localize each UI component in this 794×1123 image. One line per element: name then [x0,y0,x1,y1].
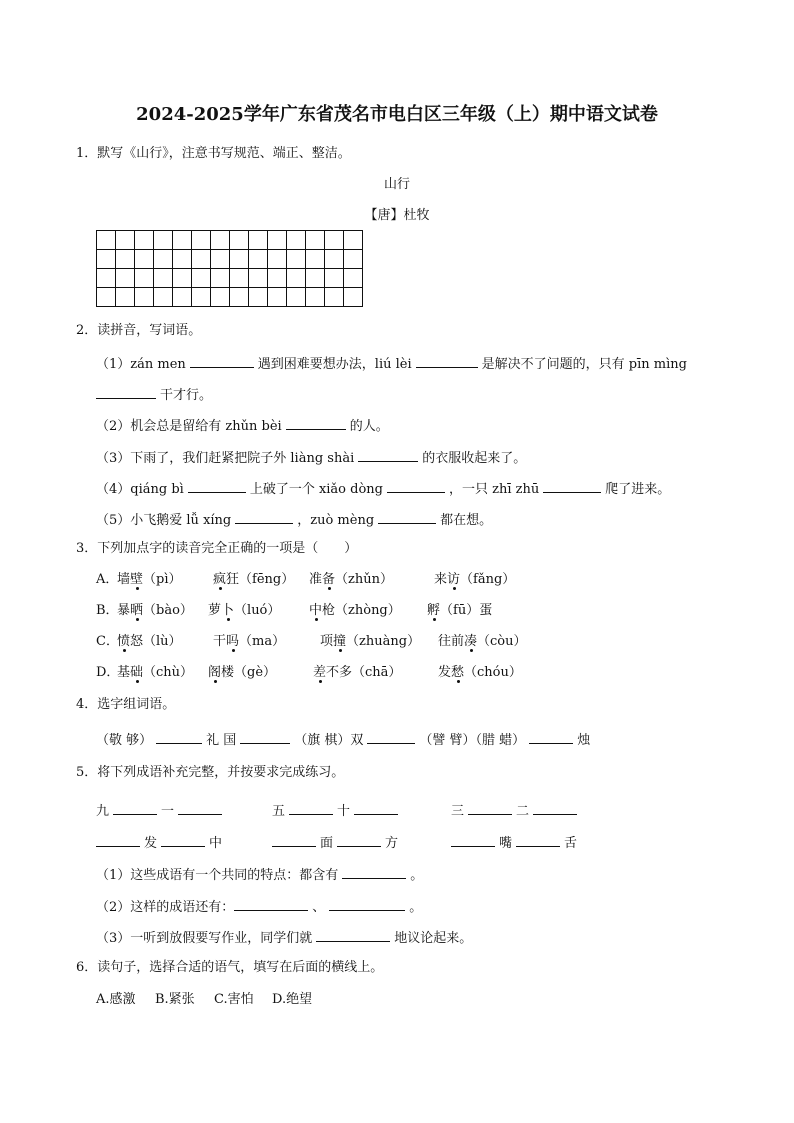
q4-p4: （譬 臂）（腊 蜡） [419,733,526,748]
q6-option[interactable]: C.害怕 [214,992,254,1007]
grid-cell[interactable] [306,250,325,269]
grid-cell[interactable] [249,288,268,307]
answer-blank[interactable] [178,802,222,815]
question-4: 4．选字组词语。 [76,697,176,712]
answer-blank[interactable] [240,731,290,744]
q2-l1d: 干才行。 [160,388,213,403]
idiom-character: 中 [209,836,223,851]
item-suffix: 狂（fēng） [226,572,295,587]
idiom-character: 面 [320,836,334,851]
q3-option-item [208,604,280,617]
answer-blank[interactable] [416,355,478,368]
item-prefix: 墙 [117,572,131,587]
answer-blank[interactable] [190,355,254,368]
idiom-character: 一 [161,804,175,819]
item-suffix: （luó） [234,603,281,618]
grid-cell[interactable] [325,269,344,288]
item-suffix: 不多（chā） [326,665,402,680]
question-3: 3．下列加点字的读音完全正确的一项是（ ） [76,541,358,556]
q2-l1a: （1）zán men [96,357,186,372]
dotted-character: 凑 [464,634,478,649]
item-suffix: （zhuàng） [346,634,421,649]
grid-cell[interactable] [97,269,116,288]
q3-option-item [313,666,401,679]
grid-cell[interactable] [268,288,287,307]
grid-row [97,250,363,269]
answer-blank[interactable] [354,802,398,815]
q3-option-item [208,666,276,679]
grid-cell[interactable] [97,250,116,269]
answer-blank[interactable] [516,834,560,847]
idiom-character: 二 [516,804,530,819]
idiom-group [96,802,226,818]
item-suffix: （chù） [143,665,194,680]
answer-blank[interactable] [96,834,140,847]
dotted-character: 壁 [130,572,144,587]
grid-cell[interactable] [325,231,344,250]
item-suffix: 怒（lù） [130,634,182,649]
grid-cell[interactable] [287,269,306,288]
q5-s3a: （3）一听到放假要写作业，同学们就 [96,931,313,946]
answer-blank[interactable] [156,731,202,744]
dotted-character: 晒 [130,603,144,618]
grid-cell[interactable] [344,269,363,288]
grid-cell[interactable] [211,250,230,269]
grid-cell[interactable] [192,250,211,269]
item-prefix: 暴 [117,603,131,618]
item-suffix: （còu） [477,634,527,649]
q3-option-label[interactable]: C． [96,634,119,649]
q5-sub-1 [96,866,423,882]
grid-cell[interactable] [344,231,363,250]
answer-blank[interactable] [316,929,390,942]
dotted-character: 愁 [451,665,465,680]
q3-option-item [438,635,527,648]
poem-title: 山行 [383,177,410,192]
item-suffix: （chóu） [464,665,522,680]
dotted-character: 愤 [117,634,131,649]
q2-l4a: （4）qiáng bì [96,482,184,497]
grid-cell[interactable] [154,250,173,269]
dotted-character: 差 [313,665,327,680]
q3-option-item [213,573,294,586]
answer-blank[interactable] [468,802,512,815]
grid-cell[interactable] [154,269,173,288]
q6-option[interactable]: A.感激 [96,992,136,1007]
grid-cell[interactable] [230,288,249,307]
grid-cell[interactable] [192,288,211,307]
question-2: 2．读拼音，写词语。 [76,323,202,338]
dotted-character: 卜 [221,603,235,618]
dotted-character: 撞 [333,634,347,649]
q4-p1: （敬 够） [96,733,153,748]
q2-l3b: 的衣服收起来了。 [422,451,527,466]
q5-sub-3 [96,929,472,945]
q5-s2c: 。 [409,900,423,915]
idiom-character: 方 [385,836,399,851]
grid-cell[interactable] [154,288,173,307]
q2-line-2 [96,417,389,433]
grid-row [97,231,363,250]
answer-blank[interactable] [387,480,445,493]
grid-cell[interactable] [135,250,154,269]
q3-option-label[interactable]: D． [96,665,120,680]
grid-cell[interactable] [116,269,135,288]
grid-cell[interactable] [135,269,154,288]
idiom-character: 舌 [564,836,578,851]
q3-option-item [117,604,193,617]
q6-option[interactable]: B.紧张 [155,992,195,1007]
grid-cell[interactable] [192,269,211,288]
q3-option-label[interactable]: B． [96,603,119,618]
q5-s1b: 。 [410,868,424,883]
dotted-character: 中 [309,603,323,618]
grid-cell[interactable] [249,231,268,250]
q2-l2a: （2）机会总是留给有 zhǔn bèi [96,419,282,434]
answer-blank[interactable] [543,480,601,493]
q4-p3: （旗 棋）双 [294,733,364,748]
q2-line-3 [96,449,526,465]
q6-option[interactable]: D.绝望 [272,992,313,1007]
idiom-character: 嘴 [499,836,513,851]
item-prefix: 来 [434,572,448,587]
idiom-group [96,834,222,850]
answer-blank[interactable] [329,898,405,911]
grid-cell[interactable] [116,231,135,250]
item-prefix: 萝 [208,603,222,618]
dotted-character: 孵 [427,603,441,618]
grid-cell[interactable] [306,231,325,250]
grid-cell[interactable] [211,269,230,288]
item-suffix: （pì） [143,572,182,587]
q5-s2b: 、 [312,900,326,915]
page-title: 2024-2025学年广东省茂名市电白区三年级（上）期中语文试卷 [136,104,658,125]
grid-cell[interactable] [268,250,287,269]
item-suffix: 枪（zhòng） [322,603,401,618]
dotted-character: 疯 [213,572,227,587]
grid-cell[interactable] [154,231,173,250]
idiom-character: 三 [451,804,465,819]
q2-l5b: ，zuò mèng [297,513,375,528]
item-suffix: （bào） [143,603,193,618]
answer-blank[interactable] [96,386,156,399]
answer-blank[interactable] [451,834,495,847]
grid-cell[interactable] [230,231,249,250]
dotted-character: 访 [447,572,461,587]
q3-option-item [213,635,285,648]
answer-blank[interactable] [529,731,573,744]
grid-cell[interactable] [344,250,363,269]
grid-cell[interactable] [97,288,116,307]
q2-l1b: 遇到困难要想办法，liú lèi [257,357,412,372]
item-suffix: （zhǔn） [335,572,393,587]
q2-line-1-cont [96,386,212,402]
q3-option-item [434,573,515,586]
q5-s3b: 地议论起来。 [394,931,473,946]
item-prefix: 干 [213,634,227,649]
q3-option-item [427,604,492,617]
q3-option-item [320,635,420,648]
idiom-group [272,834,398,850]
dotted-character: 备 [322,572,336,587]
answer-blank[interactable] [533,802,577,815]
grid-cell[interactable] [287,231,306,250]
q3-option-item [117,666,193,679]
item-suffix: （fū）蛋 [440,603,493,618]
question-1: 1．默写《山行》，注意书写规范、端正、整洁。 [76,146,351,161]
idiom-character: 发 [144,836,158,851]
grid-cell[interactable] [268,269,287,288]
answer-blank[interactable] [188,480,246,493]
answer-blank[interactable] [378,511,436,524]
grid-cell[interactable] [211,231,230,250]
idiom-group [451,802,581,818]
q2-l4b: 上破了一个 xiǎo dòng [249,482,383,497]
grid-cell[interactable] [173,250,192,269]
grid-cell[interactable] [173,288,192,307]
answer-blank[interactable] [289,802,333,815]
grid-cell[interactable] [116,250,135,269]
grid-cell[interactable] [325,288,344,307]
grid-cell[interactable] [287,250,306,269]
q5-s2a: （2）这样的成语还有： [96,900,235,915]
dotted-character: 吗 [226,634,240,649]
q2-l2b: 的人。 [349,419,389,434]
answer-blank[interactable] [337,834,381,847]
q4-p2: 礼 国 [206,733,237,748]
q2-line-5 [96,511,492,527]
grid-cell[interactable] [249,250,268,269]
grid-row [97,288,363,307]
grid-cell[interactable] [135,231,154,250]
question-5: 5．将下列成语补充完整，并按要求完成练习。 [76,765,345,780]
grid-cell[interactable] [116,288,135,307]
q2-l3a: （3）下雨了，我们赶紧把院子外 liàng shài [96,451,355,466]
grid-cell[interactable] [325,250,344,269]
item-prefix: 基 [117,665,131,680]
question-6: 6．读句子，选择合适的语气，填写在后面的横线上。 [76,960,384,975]
q3-option-item [309,573,393,586]
grid-cell[interactable] [344,288,363,307]
grid-cell[interactable] [306,288,325,307]
grid-cell[interactable] [287,288,306,307]
answer-blank[interactable] [272,834,316,847]
idiom-group [451,834,577,850]
answer-blank[interactable] [113,802,157,815]
q5-s1a: （1）这些成语有一个共同的特点：都含有 [96,868,339,883]
item-prefix: 项 [320,634,334,649]
poem-author: 【唐】杜牧 [364,208,430,223]
q3-option-label[interactable]: A． [96,572,119,587]
item-suffix: （fǎng） [460,572,516,587]
item-prefix: 发 [438,665,452,680]
grid-cell[interactable] [173,269,192,288]
answer-blank[interactable] [234,898,308,911]
dotted-character: 阁 [208,665,222,680]
idiom-group [272,802,402,818]
q3-option-item [117,573,182,586]
q2-l5a: （5）小飞鹅爱 lǚ xíng [96,513,232,528]
q2-l1c: 是解决不了问题的，只有 pīn mìng [481,357,687,372]
grid-cell[interactable] [173,231,192,250]
q5-sub-2 [96,898,422,914]
answer-blank[interactable] [367,731,415,744]
answer-blank[interactable] [161,834,205,847]
item-suffix: （ma） [239,634,286,649]
q3-option-item [438,666,522,679]
writing-grid[interactable] [96,230,363,307]
grid-cell[interactable] [249,269,268,288]
answer-blank[interactable] [286,417,346,430]
q2-line-1 [96,355,687,371]
idiom-character: 五 [272,804,286,819]
dotted-character: 础 [130,665,144,680]
grid-cell[interactable] [192,231,211,250]
q2-l4c: ，一只 zhī zhū [449,482,540,497]
answer-blank[interactable] [358,449,418,462]
idiom-character: 十 [337,804,351,819]
answer-blank[interactable] [235,511,293,524]
item-suffix: 楼（gè） [221,665,277,680]
item-prefix: 准 [309,572,323,587]
grid-cell[interactable] [211,288,230,307]
q4-line [96,731,590,747]
q3-option-item [117,635,182,648]
grid-cell[interactable] [268,231,287,250]
q2-line-4 [96,480,670,496]
idiom-character: 九 [96,804,110,819]
q3-option-item [309,604,401,617]
answer-blank[interactable] [342,866,406,879]
q2-l5c: 都在想。 [440,513,493,528]
q4-p5: 烛 [577,733,591,748]
q2-l4d: 爬了进来。 [605,482,671,497]
grid-cell[interactable] [97,231,116,250]
grid-row [97,269,363,288]
grid-cell[interactable] [306,269,325,288]
grid-cell[interactable] [230,250,249,269]
item-prefix: 往前 [438,634,465,649]
grid-cell[interactable] [135,288,154,307]
grid-cell[interactable] [230,269,249,288]
